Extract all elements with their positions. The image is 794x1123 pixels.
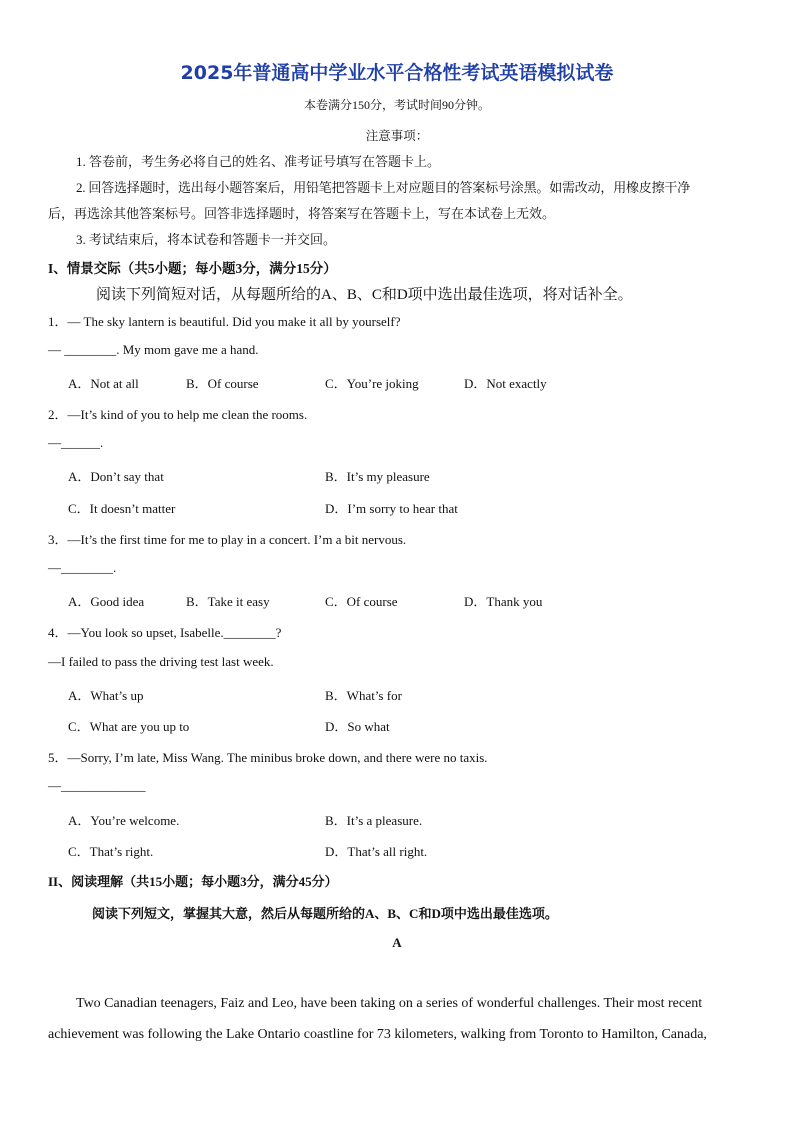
question-1-option-a[interactable]: A．Not at all (68, 376, 139, 391)
passage-line-2: achievement was following the Lake Ontario coastline for 73 kilometers, walking from Toronto to Hamilton, Canada, (48, 1027, 707, 1042)
question-5-option-a[interactable]: A．You’re welcome. (68, 813, 180, 828)
section-2-heading: II、阅读理解（共15小题；每小题3分，满分45分） (48, 874, 338, 889)
exam-subtitle: 本卷满分150分，考试时间90分钟。 (303, 98, 490, 112)
section-1-directions: 阅读下列简短对话，从每题所给的A、B、C和D项中选出最佳选项，将对话补全。 (96, 287, 633, 303)
question-4-response: —I failed to pass the driving test last week. (48, 654, 274, 669)
question-2-prompt: 2．—It’s kind of you to help me clean the rooms. (48, 407, 308, 422)
question-3-option-b[interactable]: B．Take it easy (186, 594, 270, 609)
question-4-option-d[interactable]: D．So what (325, 719, 390, 734)
question-5-prompt: 5．—Sorry, I’m late, Miss Wang. The minibus broke down, and there were no taxis. (48, 750, 488, 765)
question-3-prompt: 3．—It’s the first time for me to play in a concert. I’m a bit nervous. (48, 532, 407, 547)
question-1-option-d[interactable]: D．Not exactly (464, 376, 547, 391)
notice-item-3: 3. 考试结束后，将本试卷和答题卡一并交回。 (76, 232, 337, 247)
question-3-option-a[interactable]: A．Good idea (68, 594, 145, 609)
question-2-response: —______. (48, 435, 104, 450)
question-1-response: — ________. My mom gave me a hand. (48, 342, 259, 357)
notice-item-2-cont: 后，再选涂其他答案标号。回答非选择题时，将答案写在答题卡上，写在本试卷上无效。 (48, 206, 556, 221)
question-3-option-c[interactable]: C．Of course (325, 594, 398, 609)
question-4-prompt: 4．—You look so upset, Isabelle.________? (48, 625, 282, 640)
page-title: 2025年普通高中学业水平合格性考试英语模拟试卷 (180, 62, 614, 84)
question-1-prompt: 1．— The sky lantern is beautiful. Did you make it all by yourself? (48, 314, 401, 329)
section-2-directions: 阅读下列短文，掌握其大意，然后从每题所给的A、B、C和D项中选出最佳选项。 (92, 906, 558, 921)
notice-heading: 注意事项： (365, 129, 429, 143)
passage-label: A (392, 935, 402, 950)
question-5-option-d[interactable]: D．That’s all right. (325, 844, 428, 859)
question-5-response: —_____________ (48, 778, 146, 793)
question-4-option-c[interactable]: C．What are you up to (68, 719, 190, 734)
question-2-option-d[interactable]: D．I’m sorry to hear that (325, 501, 458, 516)
notice-item-1: 1. 答卷前，考生务必将自己的姓名、准考证号填写在答题卡上。 (76, 154, 441, 169)
question-2-option-a[interactable]: A．Don’t say that (68, 469, 164, 484)
question-3-option-d[interactable]: D．Thank you (464, 594, 543, 609)
question-1-option-c[interactable]: C．You’re joking (325, 376, 419, 391)
question-5-option-b[interactable]: B．It’s a pleasure. (325, 813, 423, 828)
notice-item-2: 2. 回答选择题时，选出每小题答案后，用铅笔把答题卡上对应题目的答案标号涂黑。如需改动，用橡皮擦干净 (76, 180, 691, 195)
question-1-option-b[interactable]: B．Of course (186, 376, 259, 391)
question-3-response: —________. (48, 560, 117, 575)
question-2-option-b[interactable]: B．It’s my pleasure (325, 469, 430, 484)
question-2-option-c[interactable]: C．It doesn’t matter (68, 501, 176, 516)
question-4-option-a[interactable]: A．What’s up (68, 688, 144, 703)
question-5-option-c[interactable]: C．That’s right. (68, 844, 154, 859)
passage-line-1: Two Canadian teenagers, Faiz and Leo, have been taking on a series of wonderful challenges. Their most recent (76, 996, 703, 1011)
section-1-heading: I、情景交际（共5小题；每小题3分，满分15分） (48, 261, 337, 276)
question-4-option-b[interactable]: B．What’s for (325, 688, 402, 703)
